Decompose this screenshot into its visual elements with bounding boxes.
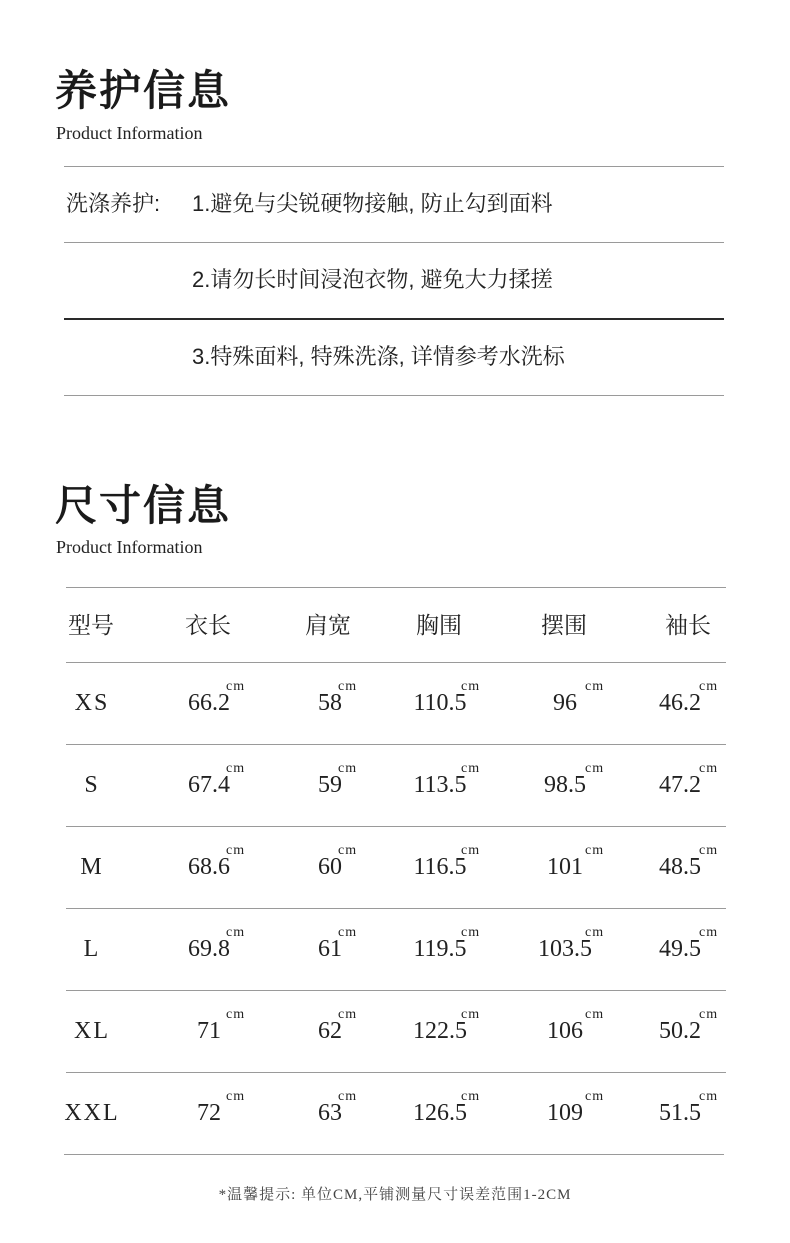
table-row: [66, 662, 726, 744]
care-row: [64, 166, 724, 242]
unit-label: cm: [338, 925, 358, 940]
divider: [64, 1154, 724, 1155]
table-row: [66, 1072, 726, 1154]
unit-label: cm: [461, 679, 481, 694]
header-sleeve: 袖长: [665, 612, 711, 638]
cell-chest: 126.5: [413, 1100, 467, 1126]
unit-label: cm: [226, 679, 246, 694]
unit-label: cm: [699, 679, 719, 694]
cell-length: 71: [197, 1018, 221, 1044]
cell-hem: 98.5: [544, 772, 586, 798]
unit-label: cm: [699, 761, 719, 776]
table-row: [66, 908, 726, 990]
unit-label: cm: [699, 1007, 719, 1022]
unit-label: cm: [338, 1007, 358, 1022]
cell-chest: 119.5: [413, 936, 467, 962]
unit-label: cm: [461, 843, 481, 858]
size-section-subtitle: Product Information: [56, 537, 203, 557]
care-row: [64, 319, 724, 395]
cell-sleeve: 50.2: [659, 1018, 701, 1044]
cell-sleeve: 48.5: [659, 854, 701, 880]
unit-label: cm: [699, 1089, 719, 1104]
header-hem: 摆围: [541, 612, 587, 638]
cell-hem: 103.5: [538, 936, 592, 962]
unit-label: cm: [226, 761, 246, 776]
table-row: [66, 826, 726, 908]
cell-shoulder: 58: [318, 690, 342, 716]
care-item: 3.特殊面料, 特殊洗涤, 详情参考水洗标: [192, 344, 565, 369]
cell-shoulder: 61: [318, 936, 342, 962]
unit-label: cm: [461, 925, 481, 940]
unit-label: cm: [338, 1089, 358, 1104]
care-item: 2.请勿长时间浸泡衣物, 避免大力揉搓: [192, 267, 553, 292]
care-item: 1.避免与尖锐硬物接触, 防止勾到面料: [192, 191, 553, 216]
unit-label: cm: [226, 1007, 246, 1022]
unit-label: cm: [226, 843, 246, 858]
unit-label: cm: [699, 925, 719, 940]
cell-chest: 122.5: [413, 1018, 467, 1044]
divider: [64, 395, 724, 396]
unit-label: cm: [585, 843, 605, 858]
care-row: [64, 242, 724, 318]
cell-chest: 110.5: [413, 690, 467, 716]
cell-length: 72: [197, 1100, 221, 1126]
unit-label: cm: [585, 1007, 605, 1022]
tip-note: *温馨提示: 单位CM,平铺测量尺寸误差范围1-2CM: [218, 1187, 572, 1203]
cell-size: XL: [74, 1018, 110, 1044]
unit-label: cm: [585, 925, 605, 940]
cell-shoulder: 59: [318, 772, 342, 798]
cell-size: XS: [74, 690, 110, 716]
size-table-header: [66, 588, 726, 662]
table-row: [66, 990, 726, 1072]
cell-chest: 113.5: [413, 772, 467, 798]
cell-chest: 116.5: [413, 854, 467, 880]
header-chest: 胸围: [416, 612, 462, 638]
header-size: 型号: [68, 612, 114, 638]
header-shoulder: 肩宽: [305, 612, 351, 638]
cell-length: 66.2: [188, 690, 230, 716]
cell-sleeve: 49.5: [659, 936, 701, 962]
cell-hem: 109: [547, 1100, 583, 1126]
unit-label: cm: [699, 843, 719, 858]
unit-label: cm: [461, 761, 481, 776]
cell-length: 67.4: [188, 772, 230, 798]
cell-hem: 101: [547, 854, 583, 880]
cell-length: 68.6: [188, 854, 230, 880]
care-label: 洗涤养护:: [66, 191, 161, 216]
care-section-title: 养护信息: [55, 66, 232, 115]
cell-shoulder: 62: [318, 1018, 342, 1044]
unit-label: cm: [461, 1007, 481, 1022]
table-row: [66, 744, 726, 826]
unit-label: cm: [585, 761, 605, 776]
care-section-subtitle: Product Information: [56, 123, 203, 143]
cell-sleeve: 46.2: [659, 690, 701, 716]
unit-label: cm: [226, 925, 246, 940]
unit-label: cm: [226, 1089, 246, 1104]
unit-label: cm: [585, 679, 605, 694]
unit-label: cm: [585, 1089, 605, 1104]
cell-hem: 96: [553, 690, 577, 716]
cell-sleeve: 51.5: [659, 1100, 701, 1126]
cell-size: M: [80, 854, 104, 880]
unit-label: cm: [338, 679, 358, 694]
unit-label: cm: [461, 1089, 481, 1104]
cell-size: XXL: [64, 1100, 120, 1126]
cell-hem: 106: [547, 1018, 583, 1044]
size-section-title: 尺寸信息: [55, 481, 232, 530]
cell-sleeve: 47.2: [659, 772, 701, 798]
header-length: 衣长: [185, 612, 231, 638]
cell-length: 69.8: [188, 936, 230, 962]
cell-shoulder: 63: [318, 1100, 342, 1126]
cell-size: L: [83, 936, 101, 962]
cell-shoulder: 60: [318, 854, 342, 880]
cell-size: S: [84, 772, 100, 798]
unit-label: cm: [338, 761, 358, 776]
unit-label: cm: [338, 843, 358, 858]
